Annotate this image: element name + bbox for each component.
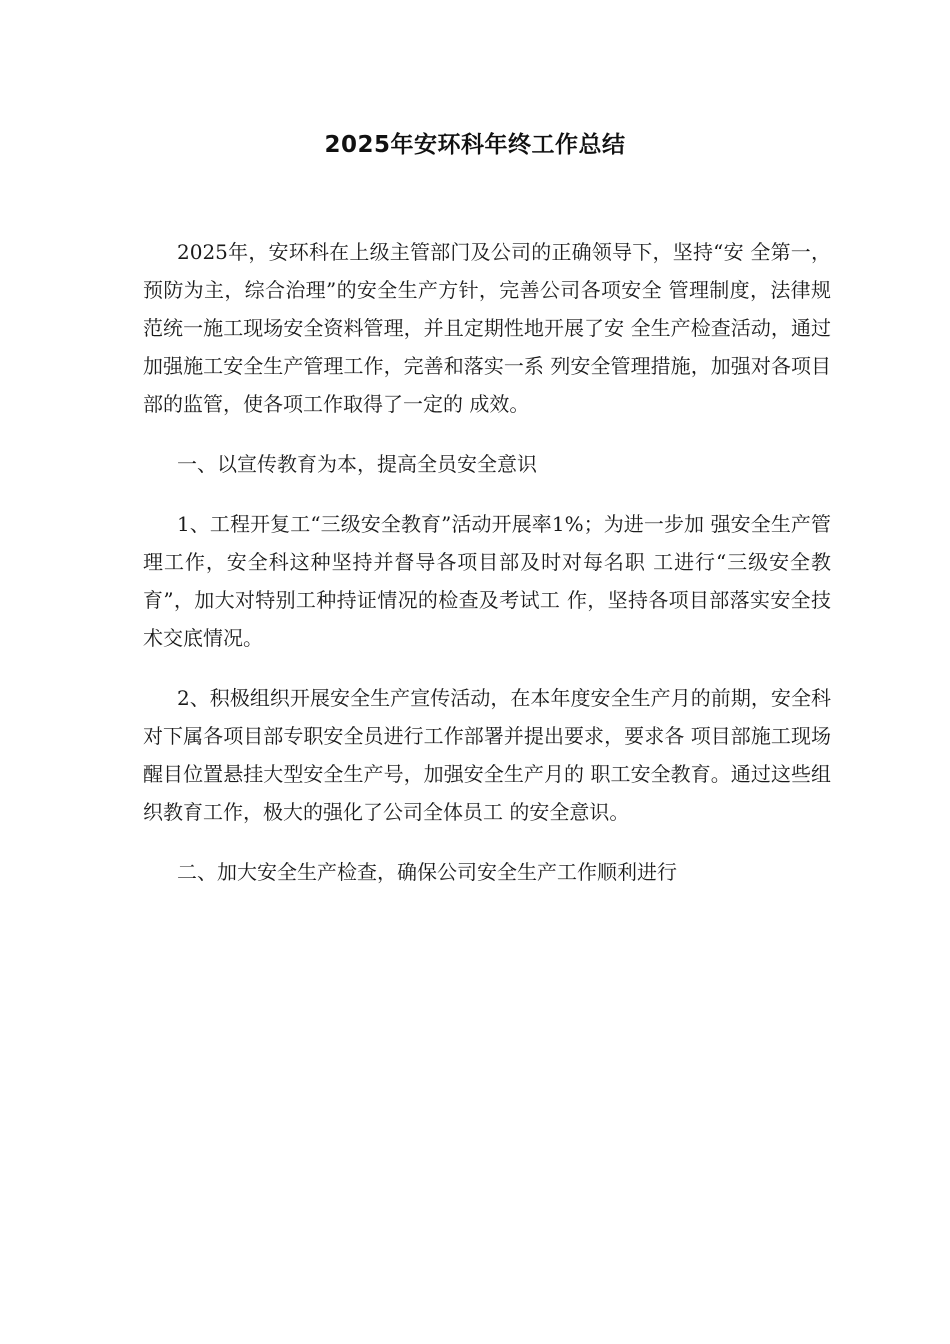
intro-paragraph: 2025年，安环科在上级主管部门及公司的正确领导下，坚持“安 全第一，预防为主，综合治理”的安全生产方针，完善公司各项安全 管理制度，法律规范统一施工现场安全资料管理，并且定期性地开展了安 全生产检查活动，通过加强施工安全生产管理工作，完善和落实一系 列安全管理措施，加强对各项目部的监管，使各项工作取得了一定的 成效。: [143, 240, 831, 416]
document-title: 2025年安环科年终工作总结: [324, 132, 626, 159]
document-body: [143, 233, 831, 913]
section-heading-1: 一、以宣传教育为本，提高全员安全意识: [177, 452, 537, 476]
item-paragraph-2: 2、积极组织开展安全生产宣传活动，在本年度安全生产月的前期，安全科对下属各项目部专职安全员进行工作部署并提出要求，要求各 项目部施工现场醒目位置悬挂大型安全生产号，加强安全生产月的 职工安全教育。通过这些组织教育工作，极大的强化了公司全体员工 的安全意识。: [143, 686, 831, 824]
section-heading-2: 二、加大安全生产检查，确保公司安全生产工作顺利进行: [177, 860, 677, 884]
item-paragraph-1: 1、工程开复工“三级安全教育”活动开展率1%；为进一步加 强安全生产管理工作，安全科这种坚持并督导各项目部及时对每名职 工进行“三级安全教育”，加大对特别工种持证情况的检查及考试工 作，坚持各项目部落实安全技术交底情况。: [143, 512, 831, 650]
